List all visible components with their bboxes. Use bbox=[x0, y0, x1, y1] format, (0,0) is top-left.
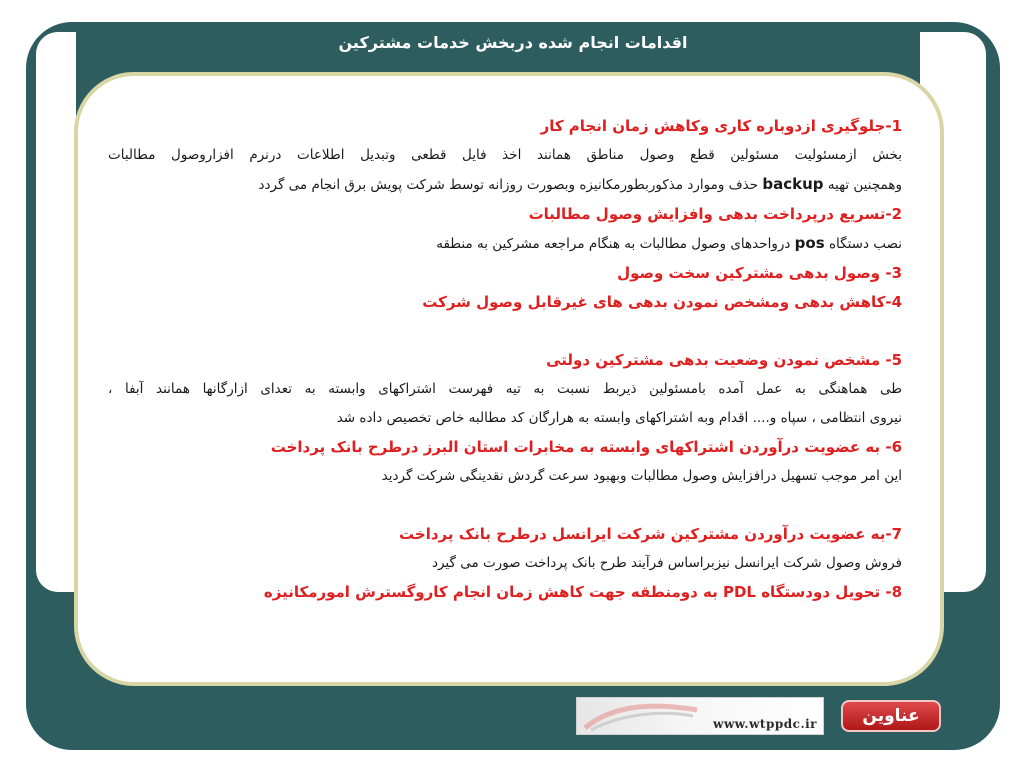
logo-swoosh-icon bbox=[581, 700, 701, 734]
item-text: بخش ازمسئولیت مسئولین قطع وصول مناطق همانند اخذ فایل قطعی وتبدیل اطلاعات درنرم افزاروصول مطالبات bbox=[108, 147, 902, 163]
item-text-part: نصب دستگاه bbox=[824, 236, 902, 252]
spacer bbox=[108, 317, 902, 346]
item-heading: 3- وصول بدهی مشترکین سخت وصول bbox=[617, 264, 902, 282]
item-text: نیروی انتظامی ، سپاه و.... اقدام وبه اشتراکهای وابسته به هرارگان کد مطالبه خاص تخصیص داده شد bbox=[336, 410, 902, 426]
content-list bbox=[108, 112, 902, 607]
item-heading: 6- به عضویت درآوردن اشتراکهای وابسته به مخابرات استان البرز درطرح بانک پرداخت bbox=[270, 438, 902, 456]
item-text-bold: backup bbox=[762, 175, 824, 193]
site-logo[interactable] bbox=[576, 697, 824, 735]
frame-left-band bbox=[36, 32, 76, 592]
item-text-part: به دومنطقه جهت کاهش زمان انجام کاروگسترش امورمکانیزه bbox=[263, 583, 723, 601]
item-text: این امر موجب تسهیل درافزایش وصول مطالبات وبهبود سرعت گردش نقدینگی شرکت گردید bbox=[381, 468, 902, 484]
item-heading: 7-به عضویت درآوردن مشترکین شرکت ایرانسل درطرح بانک پرداخت bbox=[399, 525, 902, 543]
item-text-bold: PDL bbox=[722, 583, 756, 601]
item-heading: 2-تسریع درپرداخت بدهی وافزایش وصول مطالبات bbox=[528, 205, 902, 223]
item-text bbox=[108, 229, 902, 259]
item-text: طی هماهنگی به عمل آمده بامسئولین ذیربط نسبت به تیه فهرست اشتراکهای وابسته به تعدای ازارگانها همانند آبفا ، bbox=[108, 381, 902, 397]
item-heading: 4-کاهش بدهی ومشخص نمودن بدهی های غیرقابل وصول شرکت bbox=[422, 293, 902, 311]
item-text-part: 8- تحویل دودستگاه bbox=[755, 583, 902, 601]
item-text-part: درواحدهای وصول مطالبات به هنگام مراجعه مشرکین به منطقه bbox=[436, 236, 795, 252]
item-heading: 5- مشخص نمودن وضعیت بدهی مشترکین دولتی bbox=[546, 351, 902, 369]
item-heading bbox=[108, 578, 902, 607]
item-text-part: حذف وموارد مذکوربطورمکانیزه وبصورت روزانه توسط شرکت پویش برق انجام می گردد bbox=[258, 177, 763, 193]
titles-button[interactable]: عناوین bbox=[841, 700, 941, 732]
slide-title: اقدامات انجام شده دربخش خدمات مشترکین bbox=[338, 33, 688, 52]
logo-url-text: www.wtppdc.ir bbox=[713, 717, 817, 731]
item-text-part: وهمچنین تهیه bbox=[823, 177, 902, 193]
item-text bbox=[108, 170, 902, 200]
item-text: فروش وصول شرکت ایرانسل نیزبراساس فرآیند طرح بانک پرداخت صورت می گیرد bbox=[431, 555, 902, 571]
item-heading: 1-جلوگیری ازدوباره کاری وکاهش زمان انجام کار bbox=[540, 117, 902, 135]
spacer bbox=[108, 491, 902, 520]
item-text-bold: pos bbox=[794, 234, 825, 252]
